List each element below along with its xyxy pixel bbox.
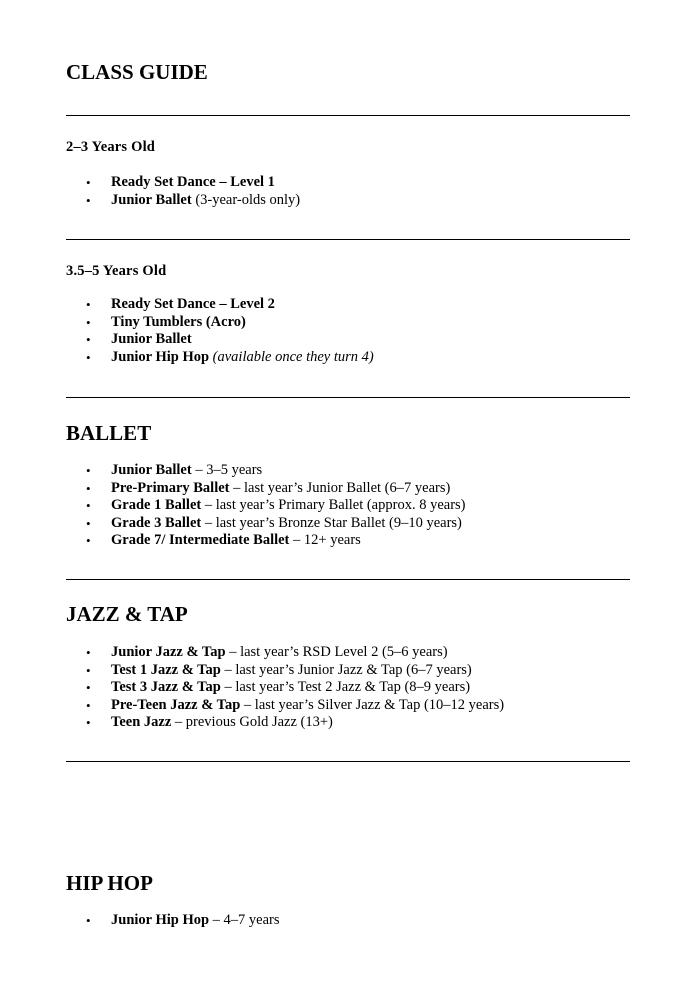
- class-name: Junior Hip Hop: [111, 912, 210, 928]
- class-detail: – last year’s Junior Jazz & Tap (6–7 years): [220, 661, 472, 678]
- class-name: Junior Ballet: [111, 331, 192, 347]
- section-list-3-5-years: [66, 296, 630, 366]
- class-detail: – last year’s RSD Level 2 (5–6 years): [225, 644, 448, 660]
- class-detail: – 4–7 years: [209, 912, 280, 928]
- class-name: Test 3 Jazz & Tap: [111, 679, 221, 695]
- class-name: Junior Jazz & Tap: [111, 644, 226, 660]
- class-name: Junior Hip Hop: [111, 348, 210, 365]
- section-heading-3-5-years: 3.5–5 Years Old: [66, 263, 167, 279]
- class-name: Teen Jazz: [111, 714, 172, 730]
- section-list-jazz-tap: [66, 644, 630, 732]
- class-name: Ready Set Dance – Level 1: [111, 174, 275, 190]
- section-list-hip-hop: [66, 912, 630, 930]
- class-name: Pre-Primary Ballet: [111, 479, 230, 496]
- section-heading-hip-hop: HIP HOP: [66, 871, 153, 895]
- class-detail: – last year’s Test 2 Jazz & Tap (8–9 years): [220, 679, 471, 695]
- section-list-2-3-years: [66, 174, 630, 209]
- class-name: Pre-Teen Jazz & Tap: [111, 696, 241, 713]
- page-title: CLASS GUIDE: [66, 60, 208, 84]
- class-name: Grade 1 Ballet: [111, 497, 202, 513]
- list-item: [66, 679, 630, 697]
- list-item: [66, 314, 630, 332]
- class-detail: – last year’s Junior Ballet (6–7 years): [229, 479, 451, 496]
- class-name: Grade 3 Ballet: [111, 514, 202, 531]
- class-detail: – 12+ years: [289, 532, 361, 548]
- class-name: Grade 7/ Intermediate Ballet: [111, 532, 290, 548]
- divider: [66, 397, 630, 398]
- class-detail: (available once they turn 4): [209, 348, 374, 365]
- list-item: [66, 462, 630, 480]
- list-item: [66, 497, 630, 515]
- class-detail: – 3–5 years: [191, 462, 263, 478]
- class-name: Junior Ballet: [111, 191, 192, 208]
- list-item: [66, 662, 630, 680]
- divider: [66, 115, 630, 116]
- class-name: Junior Ballet: [111, 462, 192, 478]
- class-detail: – previous Gold Jazz (13+): [171, 714, 333, 730]
- class-detail: – last year’s Bronze Star Ballet (9–10 years): [201, 514, 462, 531]
- list-item: [66, 532, 630, 550]
- class-detail: – last year’s Silver Jazz & Tap (10–12 years): [240, 696, 505, 713]
- list-item: [66, 174, 630, 192]
- list-item: [66, 644, 630, 662]
- section-heading-ballet: BALLET: [66, 421, 152, 445]
- section-heading-2-3-years: 2–3 Years Old: [66, 139, 156, 155]
- class-detail: – last year’s Primary Ballet (approx. 8 years): [201, 497, 466, 513]
- list-item: [66, 515, 630, 533]
- divider: [66, 761, 630, 762]
- list-item: [66, 714, 630, 732]
- class-name: Test 1 Jazz & Tap: [111, 661, 221, 678]
- class-detail: (3-year-olds only): [191, 191, 301, 208]
- divider: [66, 239, 630, 240]
- list-item: [66, 331, 630, 349]
- list-item: [66, 192, 630, 210]
- list-item: [66, 480, 630, 498]
- list-item: [66, 697, 630, 715]
- list-item: [66, 296, 630, 314]
- list-item: [66, 912, 630, 930]
- class-name: Tiny Tumblers (Acro): [111, 313, 246, 330]
- section-heading-jazz-tap: JAZZ & TAP: [66, 602, 188, 626]
- list-item: [66, 349, 630, 367]
- section-list-ballet: [66, 462, 630, 550]
- divider: [66, 579, 630, 580]
- class-name: Ready Set Dance – Level 2: [111, 296, 275, 312]
